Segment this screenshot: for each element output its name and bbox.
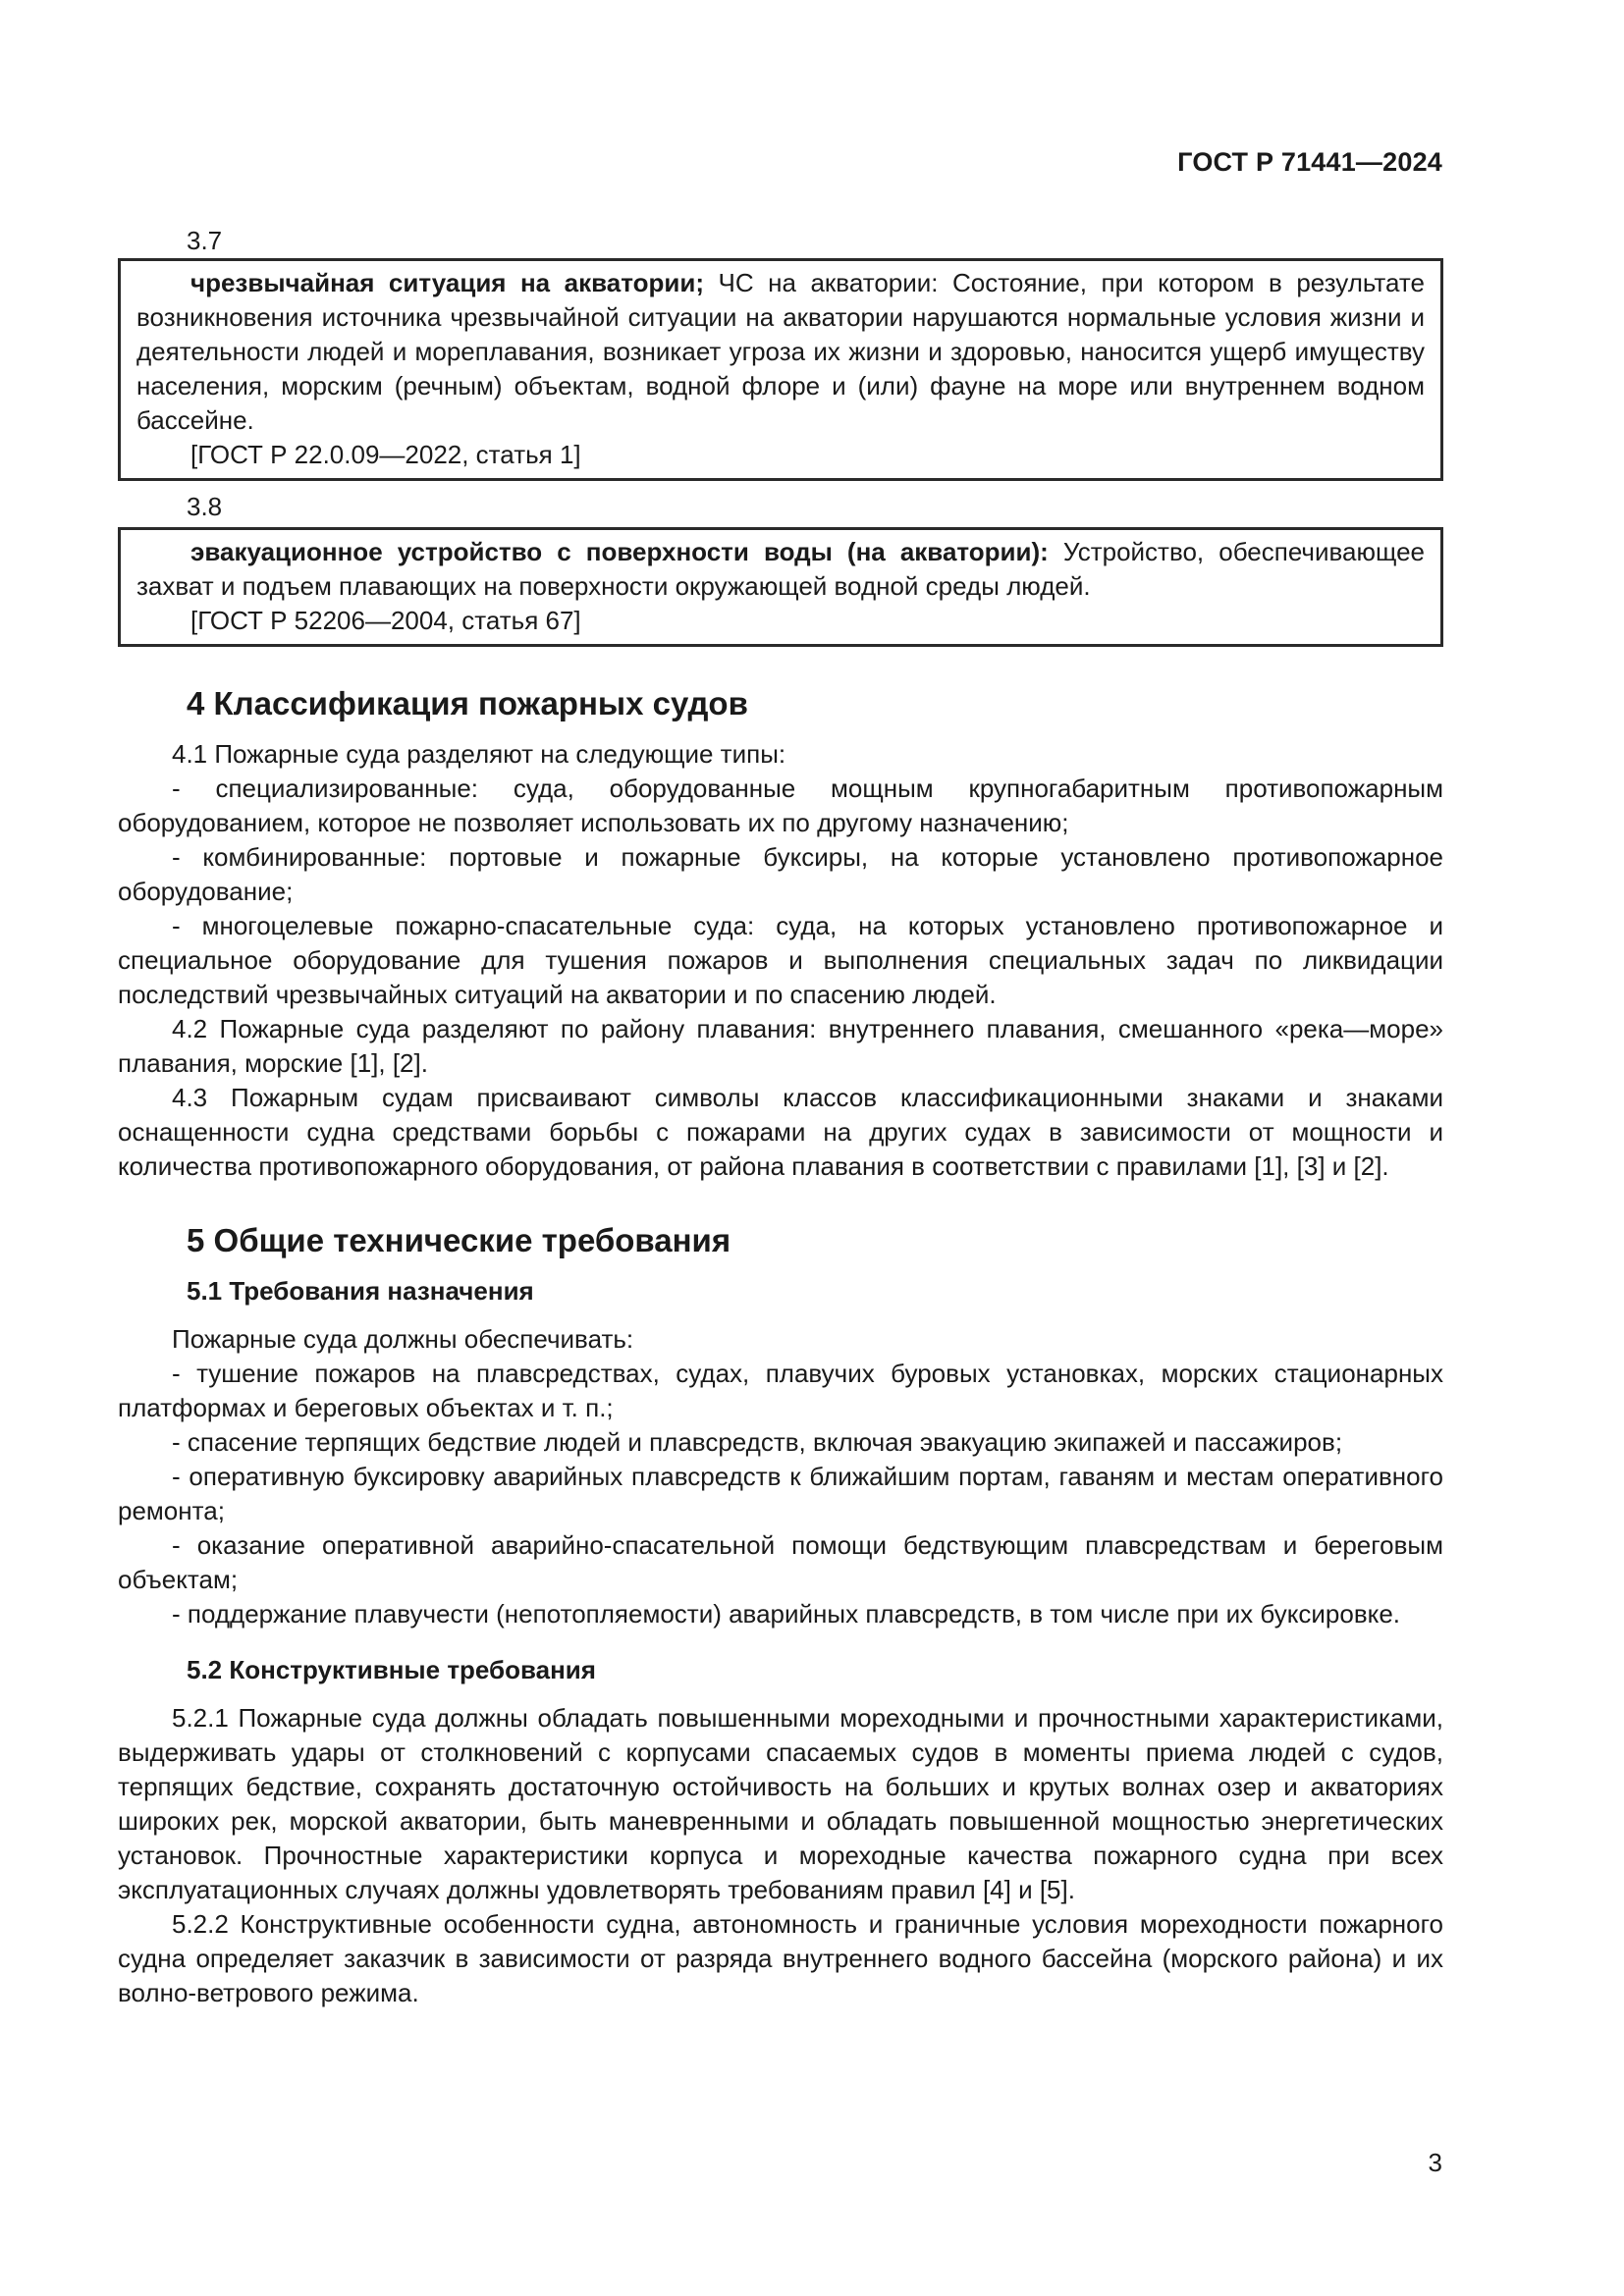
list-item: - оказание оперативной аварийно-спасательной помощи бедствующим плавсредствам и береговым объектам; xyxy=(118,1530,1443,1594)
page-number: 3 xyxy=(1428,2148,1442,2177)
term-definition xyxy=(136,266,1425,438)
paragraph: 5.2.2 Конструктивные особенности судна, автономность и граничные условия мореходности пожарного судна определяет заказчик в зависимости от разряда внутреннего водного бассейна (морского района) и их волно-ветрового режима. xyxy=(118,1909,1443,2007)
subsection-heading: 5.2 Конструктивные требования xyxy=(187,1655,596,1684)
term-number: 3.8 xyxy=(187,492,223,521)
term-source: [ГОСТ Р 52206—2004, статья 67] xyxy=(190,606,581,635)
list-item: - тушение пожаров на плавсредствах, судах, плавучих буровых установках, морских стационарных платформах и береговых объектах и т. п.; xyxy=(118,1359,1443,1422)
list-item: - спасение терпящих бедствие людей и плавсредств, включая эвакуацию экипажей и пассажиров; xyxy=(172,1427,1343,1457)
list-item: - поддержание плавучести (непотопляемости) аварийных плавсредств, в том числе при их буксировке. xyxy=(172,1599,1400,1629)
term-text: Устройство, обеспечивающее захват и подъем плавающих на поверхности окружающей водной среды людей. xyxy=(136,537,1425,601)
term-text: ЧС на акватории: Состояние, при котором в результате возникновения источника чрезвычайной ситуации на акватории нарушаются нормальные условия жизни и деятельности людей и мореплавания, возникает угроза их жизни и здоровью, наносится ущерб имуществу населения, морским (речным) объектам, водной флоре и (или) фауне на море или внутреннем водном бассейне. xyxy=(136,268,1425,435)
term-box xyxy=(118,527,1443,647)
list-item: - комбинированные: портовые и пожарные буксиры, на которые установлено противопожарное оборудование; xyxy=(118,842,1443,906)
list-item: - оперативную буксировку аварийных плавсредств к ближайшим портам, гаваням и местам оперативного ремонта; xyxy=(118,1462,1443,1525)
section-heading: 5 Общие технические требования xyxy=(187,1222,731,1258)
section-heading: 4 Классификация пожарных судов xyxy=(187,685,748,721)
paragraph: 4.1 Пожарные суда разделяют на следующие типы: xyxy=(172,739,786,769)
paragraph: Пожарные суда должны обеспечивать: xyxy=(172,1324,634,1354)
standard-code-header: ГОСТ Р 71441—2024 xyxy=(1177,147,1442,177)
term-name: эвакуационное устройство с поверхности воды (на акватории): xyxy=(190,537,1049,566)
term-source: [ГОСТ Р 22.0.09—2022, статья 1] xyxy=(190,440,581,469)
term-name: чрезвычайная ситуация на акватории; xyxy=(190,268,705,297)
term-box xyxy=(118,258,1443,481)
page-content xyxy=(118,224,1443,2010)
term-number: 3.7 xyxy=(187,226,223,255)
paragraph: 4.3 Пожарным судам присваивают символы классов классификационными знаками и знаками оснащенности судна средствами борьбы с пожарами на других судах в зависимости от мощности и количества противопожарного оборудования, от района плавания в соответствии с правилами [1], [3] и [2]. xyxy=(118,1083,1443,1181)
paragraph: 4.2 Пожарные суда разделяют по району плавания: внутреннего плавания, смешанного «река—море» плавания, морские [1], [2]. xyxy=(118,1014,1443,1078)
list-item: - многоцелевые пожарно-спасательные суда: суда, на которых установлено противопожарное и специальное оборудование для тушения пожаров и выполнения специальных задач по ликвидации последствий чрезвычайных ситуаций на акватории и по спасению людей. xyxy=(118,911,1443,1009)
subsection-heading: 5.1 Требования назначения xyxy=(187,1276,534,1306)
paragraph: 5.2.1 Пожарные суда должны обладать повышенными мореходными и прочностными характеристиками, выдерживать удары от столкновений с корпусами спасаемых судов в моменты приема людей с судов, терпящих бедствие, сохранять достаточную остойчивость на больших и крутых волнах озер и акваториях широких рек, морской акватории, быть маневренными и обладать повышенной мощностью энергетических установок. Прочностные характеристики корпуса и мореходные качества пожарного судна при всех эксплуатационных случаях должны удовлетворять требованиям правил [4] и [5]. xyxy=(118,1703,1443,1904)
list-item: - специализированные: суда, оборудованные мощным крупногабаритным противопожарным оборудованием, которое не позволяет использовать их по другому назначению; xyxy=(118,774,1443,837)
term-definition xyxy=(136,535,1425,604)
